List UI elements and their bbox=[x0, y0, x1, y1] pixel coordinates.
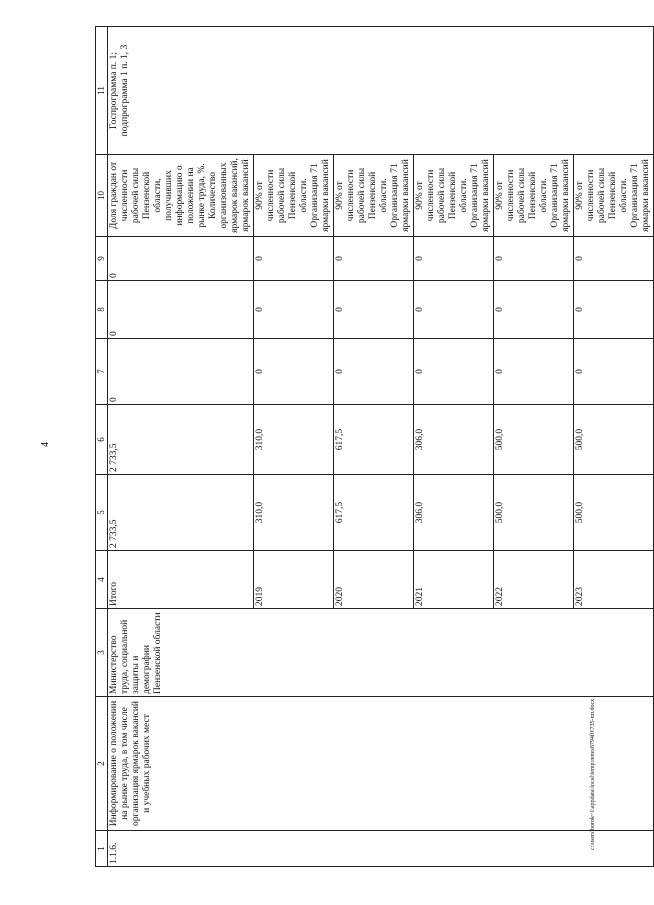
c9-value: 0 bbox=[494, 237, 574, 281]
c5-value: 306,0 bbox=[414, 475, 494, 551]
column-number: 5 bbox=[96, 475, 108, 551]
column-number: 11 bbox=[96, 27, 108, 155]
year-target: 90% от численности рабочей силы Пензенской области. Организация 71 ярмарки вакансий bbox=[494, 155, 574, 237]
year: 2022 bbox=[494, 551, 574, 609]
c7-value: 0 bbox=[494, 339, 574, 405]
c8-value: 0 bbox=[334, 281, 414, 339]
year-target: 90% от численности рабочей силы Пензенской области. Организация 71 ярмарки вакансий bbox=[254, 155, 334, 237]
c9-value: 0 bbox=[254, 237, 334, 281]
c6-value: 310,0 bbox=[254, 405, 334, 475]
c7-value: 0 bbox=[254, 339, 334, 405]
total-c7: 0 bbox=[108, 339, 254, 405]
year: 2021 bbox=[414, 551, 494, 609]
rotated-table-container bbox=[95, 27, 651, 867]
c7-value: 0 bbox=[574, 339, 654, 405]
c6-value: 500,0 bbox=[574, 405, 654, 475]
column-number: 8 bbox=[96, 281, 108, 339]
column-number: 2 bbox=[96, 697, 108, 831]
c6-value: 306,0 bbox=[414, 405, 494, 475]
column-number: 6 bbox=[96, 405, 108, 475]
column-number: 3 bbox=[96, 609, 108, 697]
year: 2020 bbox=[334, 551, 414, 609]
c5-value: 500,0 bbox=[494, 475, 574, 551]
footer-file-path: c:\users\borok~1\appdata\local\temp\notes8794f0\735-пп.docx bbox=[590, 698, 596, 850]
column-number-row bbox=[96, 27, 108, 867]
c8-value: 0 bbox=[574, 281, 654, 339]
c7-value: 0 bbox=[334, 339, 414, 405]
program-table bbox=[95, 26, 654, 867]
c5-value: 617,5 bbox=[334, 475, 414, 551]
c8-value: 0 bbox=[414, 281, 494, 339]
program-reference: Госпрограмма п. 1; подпрограмма 1 п. 1, 3 bbox=[108, 27, 654, 155]
column-number: 9 bbox=[96, 237, 108, 281]
c9-value: 0 bbox=[334, 237, 414, 281]
total-c9: 0 bbox=[108, 237, 254, 281]
year-target: 90% от численности рабочей силы Пензенской области. Организация 71 ярмарки вакансий bbox=[414, 155, 494, 237]
year-target: 90% от численности рабочей силы Пензенской области. Организация 71 ярмарки вакансий bbox=[574, 155, 654, 237]
total-c5: 2 733,5 bbox=[108, 475, 254, 551]
indicator: Доля граждан от численности рабочей силы Пензенской области, получивших информацию о положении на рынке труда, %. Количество организованных ярмарок вакансий, ярмарок вакансий bbox=[108, 155, 254, 237]
table-row-total bbox=[108, 27, 254, 867]
executor: Министерство труда, социальной защиты и демографии Пензенской области bbox=[108, 609, 654, 697]
row-code: 1.1.6. bbox=[108, 831, 654, 867]
page-number: 4 bbox=[40, 442, 51, 447]
c8-value: 0 bbox=[494, 281, 574, 339]
c8-value: 0 bbox=[254, 281, 334, 339]
c5-value: 310,0 bbox=[254, 475, 334, 551]
year-target: 90% от численности рабочей силы Пензенской области. Организация 71 ярмарки вакансий bbox=[334, 155, 414, 237]
c6-value: 617,5 bbox=[334, 405, 414, 475]
measure-name: Информирование о положении на рынке труда, в том числе организация ярмарок вакансий и учебных рабочих мест bbox=[108, 697, 654, 831]
column-number: 1 bbox=[96, 831, 108, 867]
column-number: 7 bbox=[96, 339, 108, 405]
total-label: Итого bbox=[108, 551, 254, 609]
column-number: 10 bbox=[96, 155, 108, 237]
c9-value: 0 bbox=[414, 237, 494, 281]
c9-value: 0 bbox=[574, 237, 654, 281]
c6-value: 500,0 bbox=[494, 405, 574, 475]
column-number: 4 bbox=[96, 551, 108, 609]
c7-value: 0 bbox=[414, 339, 494, 405]
year: 2019 bbox=[254, 551, 334, 609]
total-c6: 2 733,5 bbox=[108, 405, 254, 475]
c5-value: 500,0 bbox=[574, 475, 654, 551]
year: 2023 bbox=[574, 551, 654, 609]
total-c8: 0 bbox=[108, 281, 254, 339]
